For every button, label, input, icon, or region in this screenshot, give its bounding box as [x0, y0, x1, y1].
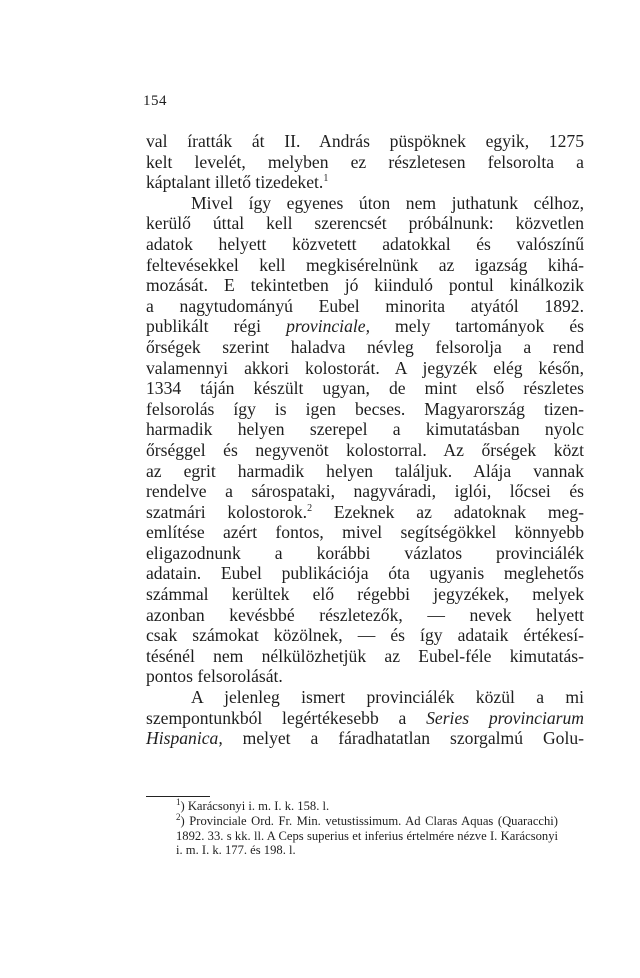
footnotes — [146, 796, 558, 858]
text-line — [146, 502, 584, 523]
text-line — [146, 337, 584, 358]
text-line — [146, 708, 584, 729]
text-line — [146, 296, 584, 317]
text-run: csak számokat közölnek, — és így adataik értékesí- — [146, 625, 584, 646]
text-line — [146, 543, 584, 564]
text-line — [146, 172, 584, 193]
text-run: eligazodnunk a korábbi vázlatos provinciálék — [146, 542, 584, 563]
text-run: felsorolás így is igen becses. Magyarország tizen- — [146, 398, 584, 419]
text-line — [146, 316, 584, 337]
text-run: őrségek szerint haladva névleg felsorolja a rend — [146, 336, 584, 357]
text-line — [146, 234, 584, 255]
text-run: a nagytudományú Eubel minorita atyától 1892. — [146, 295, 584, 316]
text-run: 1334 táján készült ugyan, de mint első részletes — [146, 378, 584, 399]
text-run: harmadik helyen szerepel a kimutatásban nyolc — [146, 419, 584, 440]
text-run: kelt levelét, melyben ez részletesen felsorolta a — [146, 151, 584, 172]
text-run: mozását. E tekintetben jó kiinduló pontul kinálkozik — [146, 275, 584, 296]
text-line — [146, 625, 584, 646]
text-run: Mivel így egyenes úton nem juthatunk célhoz, — [191, 192, 584, 213]
text-line — [146, 419, 584, 440]
text-run: tésénél nem nélkülözhetjük az Eubel-féle kimutatás- — [146, 645, 584, 666]
text-line — [146, 646, 584, 667]
text-run: valamennyi akkori kolostorát. A jegyzék elég későn, — [146, 357, 584, 378]
text-line — [146, 481, 584, 502]
text-line — [146, 605, 584, 626]
footnote-2-text: ) Provinciale Ord. Fr. Min. vetustissimum. Ad Claras Aquas (Quaracchi) 1892. 33. s kk. ll. A Ceps superius et inferius értelmére nézve I. Karácsonyi i. m. I. k. 177. és 198. l. — [176, 813, 558, 858]
text-line — [146, 563, 584, 584]
footnote-1-mark: 1 — [176, 796, 181, 807]
text-run: szempontunkból legértékesebb a — [146, 707, 427, 728]
footnote-reference: 1 — [323, 173, 329, 185]
text-line — [146, 193, 584, 214]
text-line — [146, 584, 584, 605]
footnote-1 — [146, 796, 558, 814]
main-text — [146, 131, 584, 749]
text-run: melyet a fáradhatatlan szorgalmú Golu- — [222, 728, 584, 749]
text-run: az egrit harmadik helyen találjuk. Alája vannak — [146, 460, 584, 481]
footnote-2 — [146, 811, 558, 858]
text-line — [146, 522, 584, 543]
text-run: káptalant illető tizedeket. — [146, 172, 324, 193]
text-line — [146, 440, 584, 461]
text-line — [146, 358, 584, 379]
text-run: rendelve a sárospataki, nagyváradi, iglói, lőcsei és — [146, 481, 584, 502]
text-line — [146, 255, 584, 276]
text-run: őrséggel és negyvenöt kolostorral. Az őrségek közt — [146, 439, 584, 460]
text-run: említése azért fontos, mivel segítségökkel könnyebb — [146, 522, 584, 543]
text-run: mely tartományok és — [369, 316, 585, 337]
text-line — [146, 728, 584, 749]
text-run: Ezeknek az adatoknak meg- — [312, 501, 584, 522]
footnote-reference: 2 — [307, 502, 313, 514]
text-run: kerülő úttal kell szerencsét próbálnunk: közvetlen — [146, 213, 584, 234]
footnote-1-text: ) Karácsonyi i. m. I. k. 158. l. — [180, 799, 330, 813]
text-line — [146, 687, 584, 708]
text-line — [146, 213, 584, 234]
italic-text: Hispanica, — [146, 728, 223, 749]
text-line — [146, 131, 584, 152]
text-line — [146, 275, 584, 296]
text-run: A jelenleg ismert provinciálék közül a mi — [191, 687, 584, 708]
italic-text: Series provinciarum — [426, 707, 584, 728]
text-run: adatain. Eubel publikációja óta ugyanis meglehetős — [146, 563, 584, 584]
page-number: 154 — [143, 93, 167, 109]
italic-text: provinciale, — [286, 316, 370, 337]
text-run: szatmári kolostorok. — [146, 501, 308, 522]
text-line — [146, 152, 584, 173]
text-run: feltevésekkel kell megkisérelnünk az igazság kihá- — [146, 254, 584, 275]
text-run: publikált régi — [146, 316, 287, 337]
text-line — [146, 666, 584, 687]
text-run: számmal kerültek elő régebbi jegyzékek, melyek — [146, 584, 584, 605]
text-run: adatok helyett közvetett adatokkal és valószínű — [146, 233, 584, 254]
text-run: azonban kevésbbé részletezők, — nevek helyett — [146, 604, 584, 625]
text-run: val íratták át II. András püspöknek egyik, 1275 — [146, 131, 584, 151]
text-line — [146, 378, 584, 399]
text-run: pontos felsorolását. — [146, 666, 283, 687]
text-line — [146, 399, 584, 420]
footnote-2-mark: 2 — [176, 811, 181, 822]
text-line — [146, 461, 584, 482]
